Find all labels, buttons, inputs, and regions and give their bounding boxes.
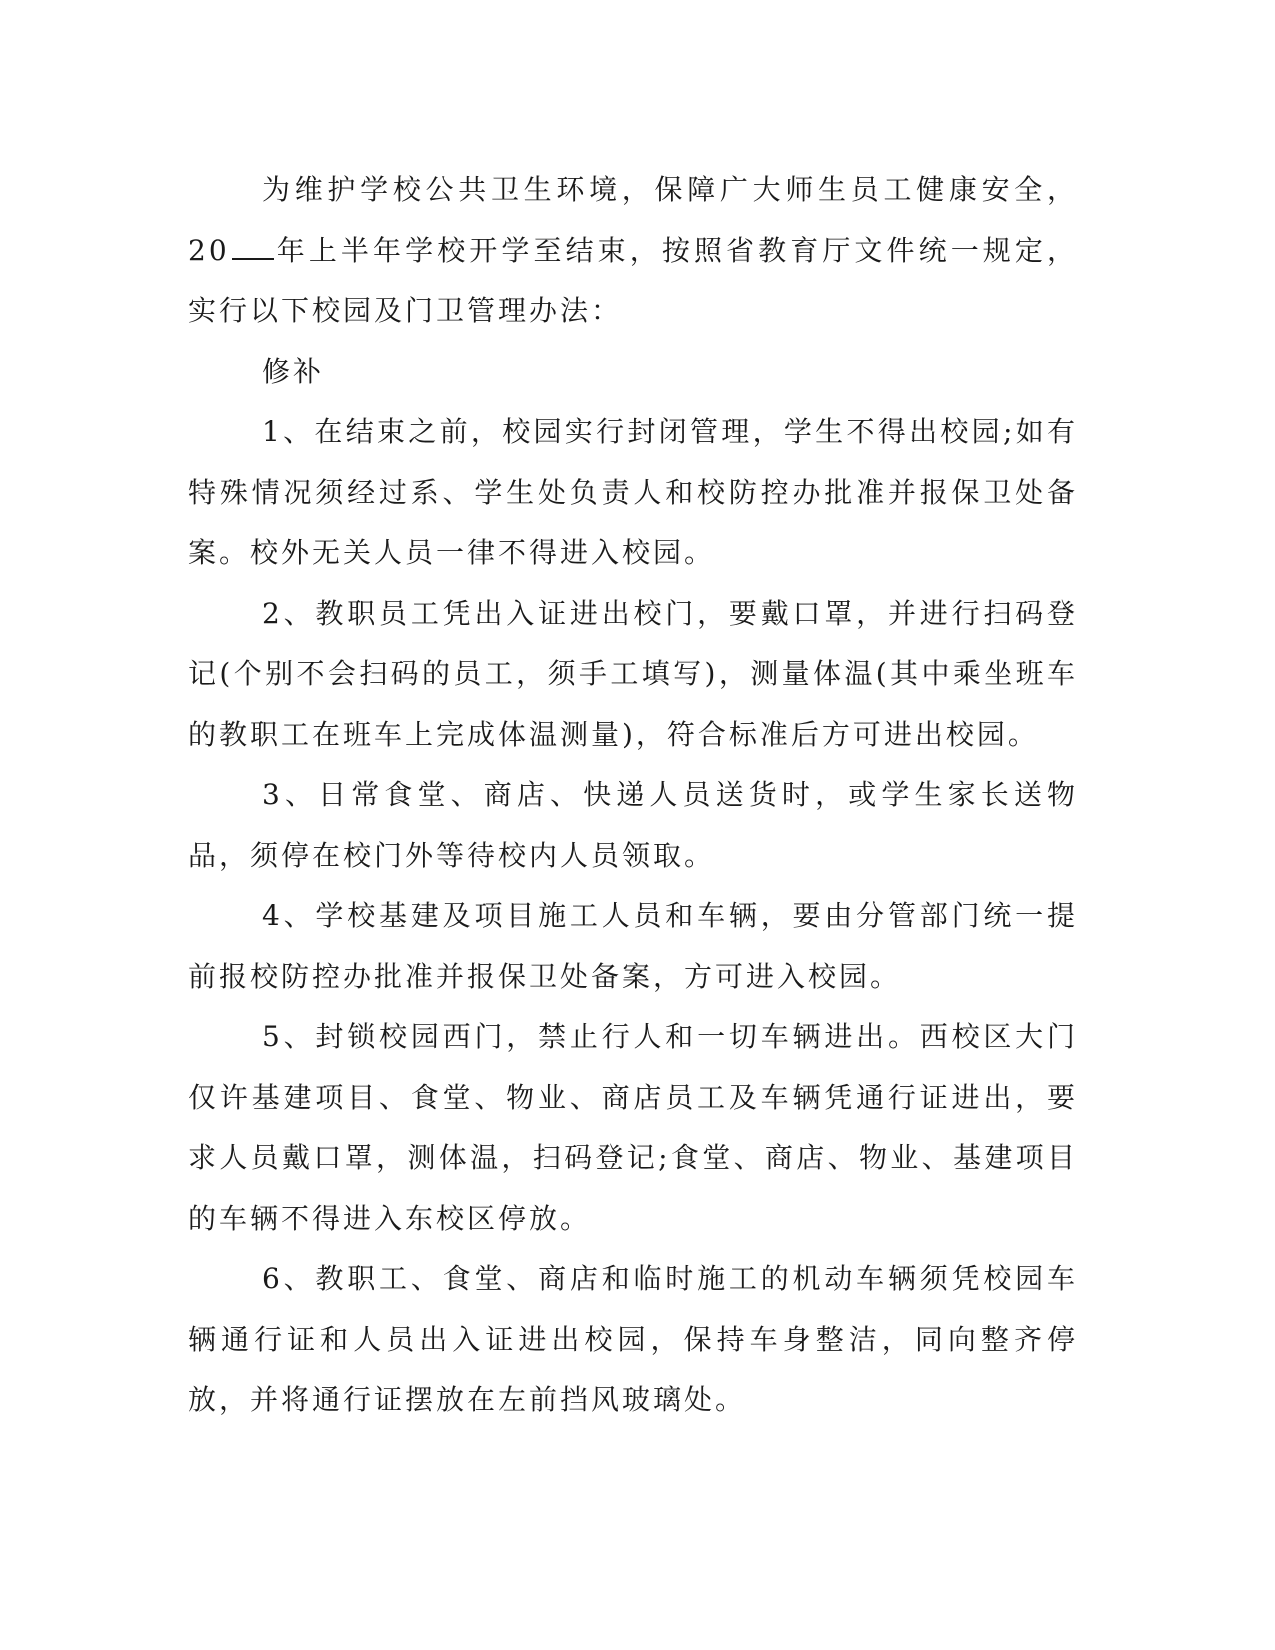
list-item: 3、日常食堂、商店、快递人员送货时，或学生家长送物品，须停在校门外等待校内人员领取。 — [188, 778, 1078, 872]
list-item: 5、封锁校园西门，禁止行人和一切车辆进出。西校区大门仅许基建项目、食堂、物业、商店员工及车辆凭通行证进出，要求人员戴口罩，测体温，扫码登记;食堂、商店、物业、基建项目的车辆不得进入东校区停放。 — [188, 1020, 1078, 1235]
list-item: 6、教职工、食堂、商店和临时施工的机动车辆须凭校园车辆通行证和人员出入证进出校园，保持车身整洁，同向整齐停放，并将通行证摆放在左前挡风玻璃处。 — [188, 1262, 1078, 1416]
intro-text-start: 为维护学校公共卫生环境，保障广大师生员工健康安全，20 — [188, 173, 1078, 267]
list-item: 2、教职员工凭出入证进出校门，要戴口罩，并进行扫码登记(个别不会扫码的员工，须手工填写)，测量体温(其中乘坐班车的教职工在班车上完成体温测量)，符合标准后方可进出校园。 — [188, 596, 1078, 751]
intro-paragraph — [188, 160, 1078, 342]
intro-text-end: 年上半年学校开学至结束，按照省教育厅文件统一规定，实行以下校园及门卫管理办法： — [188, 233, 1078, 327]
list-item: 4、学校基建及项目施工人员和车辆，要由分管部门统一提前报校防控办批准并报保卫处备案，方可进入校园。 — [188, 899, 1078, 993]
section-heading: 修补 — [262, 354, 325, 388]
list-item: 1、在结束之前，校园实行封闭管理，学生不得出校园;如有特殊情况须经过系、学生处负责人和校防控办批准并报保卫处备案。校外无关人员一律不得进入校园。 — [188, 415, 1078, 569]
document-body — [188, 160, 1078, 1431]
year-blank — [232, 234, 274, 260]
